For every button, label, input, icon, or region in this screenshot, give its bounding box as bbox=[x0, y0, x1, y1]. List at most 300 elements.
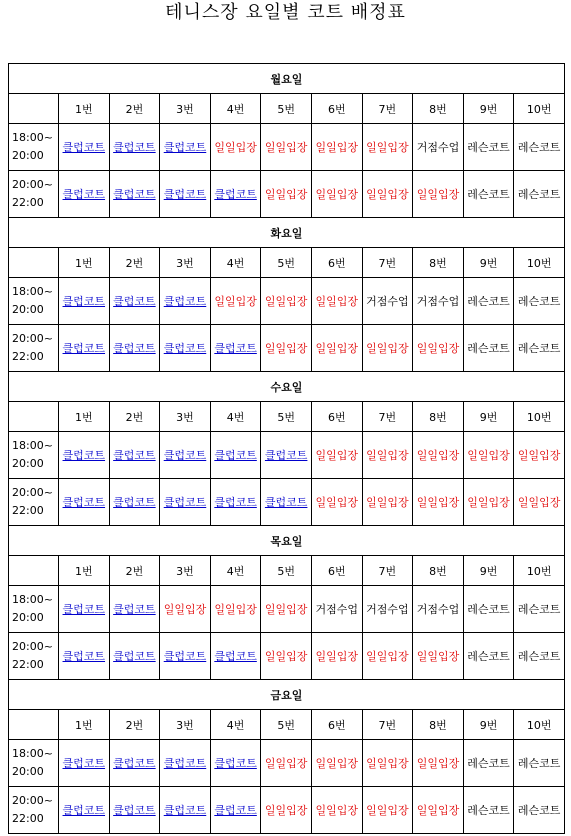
assignment-label: 일일입장 bbox=[315, 141, 359, 154]
court-number: 10번 bbox=[514, 402, 565, 432]
day-header-row bbox=[9, 218, 565, 248]
time-slot-row bbox=[9, 278, 565, 325]
page-title: 테니스장 요일별 코트 배정표 bbox=[165, 2, 406, 23]
assignment-cell bbox=[514, 124, 565, 171]
court-number: 2번 bbox=[109, 94, 160, 124]
court-number: 5번 bbox=[261, 402, 312, 432]
assignment-cell bbox=[311, 479, 362, 526]
assignment-cell bbox=[59, 432, 110, 479]
assignment-label: 일일입장 bbox=[214, 295, 257, 308]
assignment-label: 클럽코트 bbox=[163, 295, 207, 308]
assignment-label: 클럽코트 bbox=[214, 496, 257, 509]
court-number: 5번 bbox=[261, 94, 312, 124]
day-name: 수요일 bbox=[9, 372, 565, 402]
assignment-label: 일일입장 bbox=[264, 804, 308, 817]
assignment-label: 클럽코트 bbox=[163, 188, 207, 201]
time-slot-row bbox=[9, 586, 565, 633]
assignment-cell bbox=[362, 586, 413, 633]
assignment-cell bbox=[514, 633, 565, 680]
assignment-label: 레슨코트 bbox=[467, 757, 510, 770]
assignment-cell bbox=[109, 479, 160, 526]
assignment-cell bbox=[463, 171, 514, 218]
assignment-label: 레슨코트 bbox=[517, 342, 561, 355]
assignment-label: 일일입장 bbox=[366, 342, 409, 355]
time-end: 22:00 bbox=[12, 504, 44, 517]
court-number: 8번 bbox=[413, 556, 464, 586]
court-number: 7번 bbox=[362, 248, 413, 278]
corner-cell bbox=[9, 402, 59, 432]
day-header-row bbox=[9, 64, 565, 94]
time-start: 20:00~ bbox=[12, 640, 53, 653]
assignment-label: 클럽코트 bbox=[163, 449, 207, 462]
assignment-label: 레슨코트 bbox=[467, 342, 510, 355]
time-end: 20:00 bbox=[12, 765, 44, 778]
assignment-cell bbox=[160, 479, 211, 526]
court-header-row bbox=[9, 402, 565, 432]
assignment-cell bbox=[514, 325, 565, 372]
assignment-cell bbox=[59, 278, 110, 325]
assignment-cell bbox=[210, 432, 261, 479]
assignment-label: 거점수업 bbox=[315, 603, 359, 616]
time-slot-row bbox=[9, 325, 565, 372]
court-number: 3번 bbox=[160, 248, 211, 278]
assignment-label: 일일입장 bbox=[467, 496, 510, 509]
assignment-label: 일일입장 bbox=[366, 141, 409, 154]
assignment-cell bbox=[514, 432, 565, 479]
assignment-cell bbox=[210, 124, 261, 171]
assignment-cell bbox=[311, 787, 362, 834]
assignment-label: 클럽코트 bbox=[62, 342, 106, 355]
time-end: 20:00 bbox=[12, 303, 44, 316]
court-number: 6번 bbox=[311, 402, 362, 432]
day-header-row bbox=[9, 680, 565, 710]
time-end: 22:00 bbox=[12, 196, 44, 209]
assignment-cell bbox=[261, 479, 312, 526]
assignment-cell bbox=[311, 633, 362, 680]
assignment-cell bbox=[210, 325, 261, 372]
assignment-cell bbox=[413, 787, 464, 834]
assignment-label: 클럽코트 bbox=[62, 141, 106, 154]
court-number: 8번 bbox=[413, 402, 464, 432]
assignment-cell bbox=[210, 278, 261, 325]
assignment-cell bbox=[311, 278, 362, 325]
time-end: 22:00 bbox=[12, 658, 44, 671]
assignment-cell bbox=[413, 325, 464, 372]
court-number: 3번 bbox=[160, 94, 211, 124]
assignment-cell bbox=[311, 432, 362, 479]
court-header-row bbox=[9, 710, 565, 740]
assignment-cell bbox=[59, 325, 110, 372]
assignment-label: 일일입장 bbox=[264, 757, 308, 770]
court-number: 2번 bbox=[109, 710, 160, 740]
assignment-cell bbox=[261, 787, 312, 834]
court-number: 3번 bbox=[160, 556, 211, 586]
court-number: 9번 bbox=[463, 710, 514, 740]
assignment-cell bbox=[311, 325, 362, 372]
assignment-cell bbox=[261, 171, 312, 218]
schedule-table bbox=[8, 63, 565, 834]
assignment-cell bbox=[463, 633, 514, 680]
assignment-cell bbox=[160, 171, 211, 218]
time-start: 20:00~ bbox=[12, 178, 53, 191]
assignment-label: 일일입장 bbox=[264, 141, 308, 154]
time-slot-row bbox=[9, 479, 565, 526]
court-header-row bbox=[9, 248, 565, 278]
assignment-label: 일일입장 bbox=[366, 449, 409, 462]
court-number: 4번 bbox=[210, 402, 261, 432]
assignment-cell bbox=[59, 124, 110, 171]
assignment-cell bbox=[362, 124, 413, 171]
assignment-label: 클럽코트 bbox=[62, 603, 106, 616]
assignment-label: 클럽코트 bbox=[62, 650, 106, 663]
assignment-cell bbox=[160, 787, 211, 834]
assignment-label: 일일입장 bbox=[416, 496, 460, 509]
court-number: 1번 bbox=[59, 556, 110, 586]
assignment-cell bbox=[160, 278, 211, 325]
assignment-cell bbox=[413, 432, 464, 479]
assignment-label: 일일입장 bbox=[264, 342, 308, 355]
court-number: 2번 bbox=[109, 402, 160, 432]
court-number: 7번 bbox=[362, 94, 413, 124]
assignment-label: 클럽코트 bbox=[113, 650, 156, 663]
day-name: 목요일 bbox=[9, 526, 565, 556]
court-number: 6번 bbox=[311, 248, 362, 278]
assignment-label: 레슨코트 bbox=[467, 650, 510, 663]
assignment-label: 일일입장 bbox=[214, 603, 257, 616]
assignment-label: 레슨코트 bbox=[517, 188, 561, 201]
assignment-label: 클럽코트 bbox=[264, 496, 308, 509]
assignment-cell bbox=[463, 586, 514, 633]
assignment-cell bbox=[109, 124, 160, 171]
corner-cell bbox=[9, 710, 59, 740]
assignment-cell bbox=[413, 171, 464, 218]
assignment-label: 클럽코트 bbox=[214, 650, 257, 663]
time-start: 18:00~ bbox=[12, 747, 53, 760]
court-number: 5번 bbox=[261, 556, 312, 586]
assignment-cell bbox=[413, 586, 464, 633]
court-number: 5번 bbox=[261, 710, 312, 740]
assignment-label: 레슨코트 bbox=[467, 141, 510, 154]
assignment-label: 거점수업 bbox=[366, 603, 409, 616]
assignment-label: 레슨코트 bbox=[467, 804, 510, 817]
assignment-cell bbox=[210, 740, 261, 787]
time-end: 22:00 bbox=[12, 812, 44, 825]
assignment-label: 일일입장 bbox=[416, 804, 460, 817]
assignment-label: 클럽코트 bbox=[214, 188, 257, 201]
day-name: 화요일 bbox=[9, 218, 565, 248]
time-slot-row bbox=[9, 432, 565, 479]
assignment-cell bbox=[514, 479, 565, 526]
court-number: 10번 bbox=[514, 710, 565, 740]
assignment-cell bbox=[261, 124, 312, 171]
assignment-cell bbox=[59, 586, 110, 633]
day-name: 월요일 bbox=[9, 64, 565, 94]
time-start: 18:00~ bbox=[12, 131, 53, 144]
corner-cell bbox=[9, 94, 59, 124]
assignment-cell bbox=[362, 325, 413, 372]
court-number: 6번 bbox=[311, 556, 362, 586]
assignment-label: 클럽코트 bbox=[62, 757, 106, 770]
assignment-label: 클럽코트 bbox=[113, 603, 156, 616]
assignment-label: 일일입장 bbox=[366, 188, 409, 201]
assignment-cell bbox=[362, 479, 413, 526]
assignment-label: 일일입장 bbox=[315, 188, 359, 201]
assignment-label: 거점수업 bbox=[416, 603, 460, 616]
assignment-cell bbox=[413, 740, 464, 787]
court-number: 2번 bbox=[109, 556, 160, 586]
assignment-cell bbox=[311, 124, 362, 171]
assignment-cell bbox=[59, 633, 110, 680]
time-end: 20:00 bbox=[12, 611, 44, 624]
assignment-cell bbox=[109, 325, 160, 372]
assignment-label: 레슨코트 bbox=[517, 650, 561, 663]
assignment-label: 일일입장 bbox=[163, 603, 207, 616]
time-slot-row bbox=[9, 171, 565, 218]
assignment-cell bbox=[514, 586, 565, 633]
assignment-label: 일일입장 bbox=[315, 449, 359, 462]
assignment-cell bbox=[109, 787, 160, 834]
assignment-cell bbox=[514, 278, 565, 325]
assignment-label: 클럽코트 bbox=[62, 295, 106, 308]
assignment-label: 일일입장 bbox=[416, 757, 460, 770]
court-number: 4번 bbox=[210, 248, 261, 278]
assignment-cell bbox=[261, 633, 312, 680]
assignment-label: 레슨코트 bbox=[517, 295, 561, 308]
assignment-label: 클럽코트 bbox=[62, 188, 106, 201]
assignment-label: 일일입장 bbox=[264, 603, 308, 616]
assignment-label: 일일입장 bbox=[315, 342, 359, 355]
time-slot-row bbox=[9, 787, 565, 834]
assignment-label: 거점수업 bbox=[416, 141, 460, 154]
assignment-label: 일일입장 bbox=[416, 188, 460, 201]
court-number: 1번 bbox=[59, 402, 110, 432]
assignment-cell bbox=[463, 325, 514, 372]
assignment-cell bbox=[463, 479, 514, 526]
assignment-cell bbox=[210, 171, 261, 218]
assignment-cell bbox=[362, 171, 413, 218]
day-name: 금요일 bbox=[9, 680, 565, 710]
assignment-cell bbox=[463, 432, 514, 479]
assignment-cell bbox=[514, 787, 565, 834]
assignment-label: 일일입장 bbox=[366, 757, 409, 770]
assignment-label: 클럽코트 bbox=[62, 804, 106, 817]
court-number: 4번 bbox=[210, 94, 261, 124]
assignment-label: 일일입장 bbox=[315, 757, 359, 770]
assignment-cell bbox=[362, 633, 413, 680]
court-number: 8번 bbox=[413, 248, 464, 278]
assignment-cell bbox=[160, 633, 211, 680]
court-number: 6번 bbox=[311, 94, 362, 124]
court-number: 10번 bbox=[514, 556, 565, 586]
assignment-cell bbox=[261, 432, 312, 479]
court-number: 2번 bbox=[109, 248, 160, 278]
assignment-label: 클럽코트 bbox=[113, 295, 156, 308]
time-slot-cell bbox=[9, 586, 59, 633]
assignment-cell bbox=[210, 787, 261, 834]
assignment-cell bbox=[109, 633, 160, 680]
court-number: 1번 bbox=[59, 710, 110, 740]
court-header-row bbox=[9, 556, 565, 586]
assignment-cell bbox=[160, 740, 211, 787]
assignment-label: 일일입장 bbox=[264, 650, 308, 663]
assignment-cell bbox=[413, 479, 464, 526]
assignment-cell bbox=[261, 278, 312, 325]
assignment-cell bbox=[413, 633, 464, 680]
assignment-label: 클럽코트 bbox=[163, 141, 207, 154]
assignment-cell bbox=[109, 740, 160, 787]
assignment-cell bbox=[59, 171, 110, 218]
time-end: 20:00 bbox=[12, 149, 44, 162]
court-number: 6번 bbox=[311, 710, 362, 740]
assignment-cell bbox=[463, 278, 514, 325]
day-header-row bbox=[9, 526, 565, 556]
assignment-label: 일일입장 bbox=[366, 804, 409, 817]
court-number: 10번 bbox=[514, 94, 565, 124]
court-number: 7번 bbox=[362, 556, 413, 586]
assignment-cell bbox=[160, 325, 211, 372]
corner-cell bbox=[9, 248, 59, 278]
time-slot-cell bbox=[9, 432, 59, 479]
assignment-cell bbox=[109, 432, 160, 479]
assignment-label: 일일입장 bbox=[315, 496, 359, 509]
court-number: 8번 bbox=[413, 94, 464, 124]
schedule-body bbox=[9, 64, 565, 834]
assignment-label: 클럽코트 bbox=[163, 342, 207, 355]
assignment-label: 클럽코트 bbox=[214, 342, 257, 355]
assignment-label: 클럽코트 bbox=[113, 141, 156, 154]
court-number: 8번 bbox=[413, 710, 464, 740]
time-slot-cell bbox=[9, 171, 59, 218]
assignment-label: 클럽코트 bbox=[113, 188, 156, 201]
assignment-cell bbox=[514, 171, 565, 218]
day-header-row bbox=[9, 372, 565, 402]
time-start: 18:00~ bbox=[12, 593, 53, 606]
assignment-label: 레슨코트 bbox=[517, 603, 561, 616]
assignment-label: 일일입장 bbox=[264, 188, 308, 201]
assignment-cell bbox=[362, 740, 413, 787]
assignment-label: 레슨코트 bbox=[467, 603, 510, 616]
assignment-label: 일일입장 bbox=[315, 650, 359, 663]
court-number: 3번 bbox=[160, 402, 211, 432]
time-slot-cell bbox=[9, 124, 59, 171]
assignment-label: 일일입장 bbox=[416, 650, 460, 663]
court-number: 10번 bbox=[514, 248, 565, 278]
assignment-label: 일일입장 bbox=[366, 496, 409, 509]
assignment-cell bbox=[59, 740, 110, 787]
assignment-label: 거점수업 bbox=[416, 295, 460, 308]
assignment-label: 일일입장 bbox=[467, 449, 510, 462]
assignment-label: 클럽코트 bbox=[113, 342, 156, 355]
assignment-label: 일일입장 bbox=[315, 804, 359, 817]
assignment-label: 클럽코트 bbox=[113, 449, 156, 462]
assignment-cell bbox=[514, 740, 565, 787]
court-number: 1번 bbox=[59, 94, 110, 124]
assignment-label: 클럽코트 bbox=[163, 496, 207, 509]
time-start: 20:00~ bbox=[12, 486, 53, 499]
assignment-cell bbox=[210, 479, 261, 526]
assignment-cell bbox=[463, 124, 514, 171]
court-number: 5번 bbox=[261, 248, 312, 278]
court-number: 9번 bbox=[463, 402, 514, 432]
time-start: 18:00~ bbox=[12, 439, 53, 452]
assignment-cell bbox=[413, 278, 464, 325]
time-slot-cell bbox=[9, 479, 59, 526]
assignment-label: 클럽코트 bbox=[62, 449, 106, 462]
assignment-label: 클럽코트 bbox=[113, 757, 156, 770]
assignment-label: 일일입장 bbox=[517, 496, 561, 509]
assignment-cell bbox=[109, 586, 160, 633]
assignment-label: 레슨코트 bbox=[517, 757, 561, 770]
assignment-cell bbox=[311, 740, 362, 787]
time-slot-cell bbox=[9, 740, 59, 787]
time-slot-cell bbox=[9, 787, 59, 834]
assignment-cell bbox=[59, 787, 110, 834]
court-number: 4번 bbox=[210, 710, 261, 740]
court-number: 3번 bbox=[160, 710, 211, 740]
assignment-cell bbox=[210, 586, 261, 633]
assignment-label: 클럽코트 bbox=[113, 496, 156, 509]
assignment-label: 클럽코트 bbox=[214, 804, 257, 817]
court-header-row bbox=[9, 94, 565, 124]
assignment-cell bbox=[311, 586, 362, 633]
assignment-label: 클럽코트 bbox=[264, 449, 308, 462]
assignment-cell bbox=[311, 171, 362, 218]
assignment-label: 레슨코트 bbox=[467, 188, 510, 201]
assignment-label: 일일입장 bbox=[517, 449, 561, 462]
time-end: 22:00 bbox=[12, 350, 44, 363]
court-number: 4번 bbox=[210, 556, 261, 586]
assignment-label: 일일입장 bbox=[366, 650, 409, 663]
time-slot-cell bbox=[9, 633, 59, 680]
assignment-label: 레슨코트 bbox=[467, 295, 510, 308]
time-start: 20:00~ bbox=[12, 332, 53, 345]
court-number: 9번 bbox=[463, 94, 514, 124]
assignment-cell bbox=[160, 586, 211, 633]
time-end: 20:00 bbox=[12, 457, 44, 470]
assignment-label: 일일입장 bbox=[264, 295, 308, 308]
time-slot-row bbox=[9, 740, 565, 787]
assignment-label: 클럽코트 bbox=[62, 496, 106, 509]
court-number: 1번 bbox=[59, 248, 110, 278]
assignment-cell bbox=[210, 633, 261, 680]
assignment-label: 일일입장 bbox=[214, 141, 257, 154]
assignment-label: 클럽코트 bbox=[163, 650, 207, 663]
assignment-label: 일일입장 bbox=[416, 342, 460, 355]
assignment-cell bbox=[413, 124, 464, 171]
time-slot-cell bbox=[9, 278, 59, 325]
assignment-cell bbox=[463, 740, 514, 787]
assignment-cell bbox=[463, 787, 514, 834]
court-number: 9번 bbox=[463, 248, 514, 278]
assignment-label: 거점수업 bbox=[366, 295, 409, 308]
corner-cell bbox=[9, 556, 59, 586]
assignment-label: 클럽코트 bbox=[214, 757, 257, 770]
assignment-cell bbox=[261, 586, 312, 633]
court-number: 7번 bbox=[362, 402, 413, 432]
assignment-label: 일일입장 bbox=[416, 449, 460, 462]
assignment-cell bbox=[362, 432, 413, 479]
assignment-label: 클럽코트 bbox=[163, 804, 207, 817]
assignment-label: 클럽코트 bbox=[113, 804, 156, 817]
assignment-cell bbox=[109, 278, 160, 325]
assignment-label: 클럽코트 bbox=[163, 757, 207, 770]
assignment-label: 레슨코트 bbox=[517, 141, 561, 154]
assignment-label: 클럽코트 bbox=[214, 449, 257, 462]
assignment-cell bbox=[362, 787, 413, 834]
assignment-cell bbox=[261, 325, 312, 372]
time-slot-row bbox=[9, 124, 565, 171]
assignment-label: 레슨코트 bbox=[517, 804, 561, 817]
